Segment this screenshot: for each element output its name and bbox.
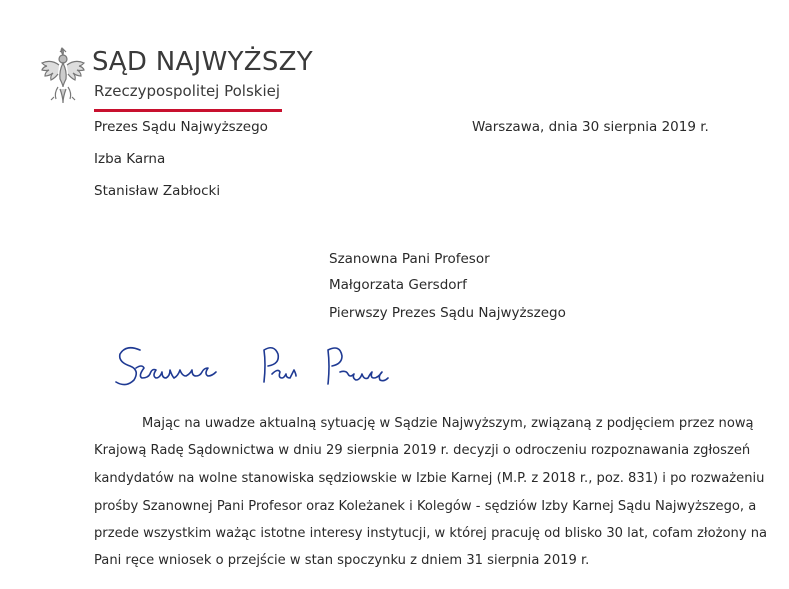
header-accent-line bbox=[94, 109, 282, 112]
body-line-6: Pani ręce wniosek o przejście w stan spoczynku z dniem 31 sierpnia 2019 r. bbox=[94, 553, 590, 568]
institution-subtitle: Rzeczypospolitej Polskiej bbox=[94, 82, 281, 100]
body-line-4: prośby Szanownej Pani Profesor oraz Koleżanek i Kolegów - sędziów Izby Karnej Sądu Najwyższego, a bbox=[94, 499, 757, 514]
body-line-2: Krajową Radę Sądownictwa w dniu 29 sierpnia 2019 r. decyzji o odroczeniu rozpoznawania zgłoszeń bbox=[94, 443, 751, 458]
addressee-name: Małgorzata Gersdorf bbox=[329, 277, 467, 293]
sender-chamber: Izba Karna bbox=[94, 151, 166, 167]
sender-name: Stanisław Zabłocki bbox=[94, 183, 221, 199]
sender-title: Prezes Sądu Najwyższego bbox=[94, 119, 268, 135]
addressee-salutation: Szanowna Pani Profesor bbox=[329, 251, 490, 267]
body-line-5: przede wszystkim ważąc istotne interesy instytucji, w której pracuję od blisko 30 lat, cofam złożony na bbox=[94, 526, 768, 541]
addressee-position: Pierwszy Prezes Sądu Najwyższego bbox=[329, 305, 566, 321]
body-line-3: kandydatów na wolne stanowiska sędziowskie w Izbie Karnej (M.P. z 2018 r., poz. 831) i po rozważeniu bbox=[94, 471, 765, 486]
handwritten-salutation bbox=[112, 338, 412, 398]
letter-date: Warszawa, dnia 30 sierpnia 2019 r. bbox=[472, 119, 709, 135]
body-line-1: Mając na uwadze aktualną sytuację w Sądzie Najwyższym, związaną z podjęciem przez nową bbox=[142, 416, 754, 431]
institution-name: SĄD NAJWYŻSZY bbox=[92, 47, 313, 77]
polish-eagle-emblem-icon bbox=[40, 47, 86, 105]
